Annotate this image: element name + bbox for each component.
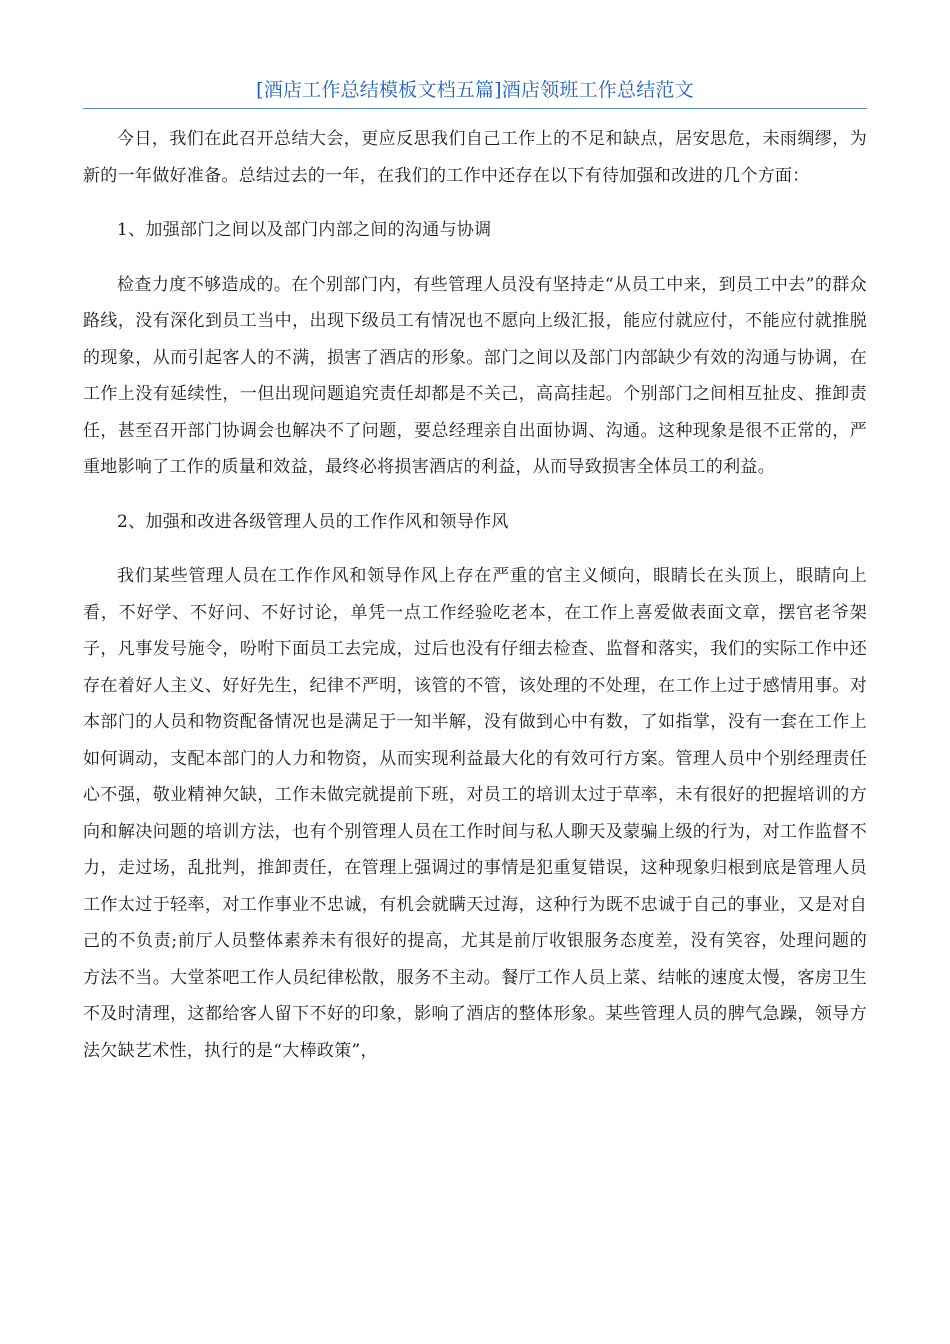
document-header-title: [酒店工作总结模板文档五篇]酒店领班工作总结范文 — [256, 79, 694, 101]
section-heading-2: 2、加强和改进各级管理人员的工作作风和领导作风 — [117, 511, 509, 532]
paragraph-spacer — [83, 249, 867, 267]
paragraph-spacer — [83, 486, 867, 504]
header-divider — [83, 108, 867, 109]
section-heading-1: 1、加强部门之间以及部门内部之间的沟通与协调 — [117, 220, 492, 240]
paragraph-intro: 今日，我们在此召开总结大会，更应反思我们自己工作上的不足和缺点，居安思危，未雨绸缪，为新的一年做好准备。总结过去的一年，在我们的工作中还存在以下有待加强和改进的几个方面： — [83, 129, 867, 186]
paragraph-spacer — [83, 540, 867, 558]
paragraph-spacer — [83, 194, 867, 212]
paragraph-section-2: 我们某些管理人员在工作作风和领导作风上存在严重的官主义倾向，眼睛长在头顶上，眼睛向上看，不好学、不好问、不好讨论，单凭一点工作经验吃老本，在工作上喜爱做表面文章，摆官老爷架子，凡事发号施令，吩咐下面员工去完成，过后也没有仔细去检查、监督和落实，我们的实际工作中还存在着好人主义、好好先生，纪律不严明，该管的不管，该处理的不处理，在工作上过于感情用事。对本部门的人员和物资配备情况也是满足于一知半解，没有做到心中有数，了如指掌，没有一套在工作上如何调动，支配本部门的人力和物资，从而实现利益最大化的有效可行方案。管理人员中个别经理责任心不强，敬业精神欠缺，工作未做完就提前下班，对员工的培训太过于草率，未有很好的把握培训的方向和解决问题的培训方法，也有个别管理人员在工作时间与私人聊天及蒙骗上级的行为，对工作监督不力，走过场，乱批判，推卸责任，在管理上强调过的事情是犯重复错误，这种现象归根到底是管理人员工作太过于轻率，对工作事业不忠诚，有机会就瞒天过海，这种行为既不忠诚于自己的事业，又是对自己的不负责;前厅人员整体素养未有很好的提高，尤其是前厅收银服务态度差，没有笑容，处理问题的方法不当。大堂茶吧工作人员纪律松散，服务不主动。餐厅工作人员上菜、结帐的速度太慢，客房卫生不及时清理，这都给客人留下不好的印象，影响了酒店的整体形象。某些管理人员的脾气急躁，领导方法欠缺艺术性，执行的是“大棒政策”， — [83, 566, 867, 1061]
document-body — [83, 121, 867, 1069]
paragraph-section-1: 检查力度不够造成的。在个别部门内，有些管理人员没有坚持走“从员工中来，到员工中去”的群众路线，没有深化到员工当中，出现下级员工有情况也不愿向上级汇报，能应付就应付，不能应付就推脱的现象，从而引起客人的不满，损害了酒店的形象。部门之间以及部门内部缺少有效的沟通与协调，在工作上没有延续性，一但出现问题追究责任却都是不关己，高高挂起。个别部门之间相互扯皮、推卸责任，甚至召开部门协调会也解决不了问题，要总经理亲自出面协调、沟通。这种现象是很不正常的，严重地影响了工作的质量和效益，最终必将损害酒店的利益，从而导致损害全体员工的利益。 — [83, 274, 867, 477]
